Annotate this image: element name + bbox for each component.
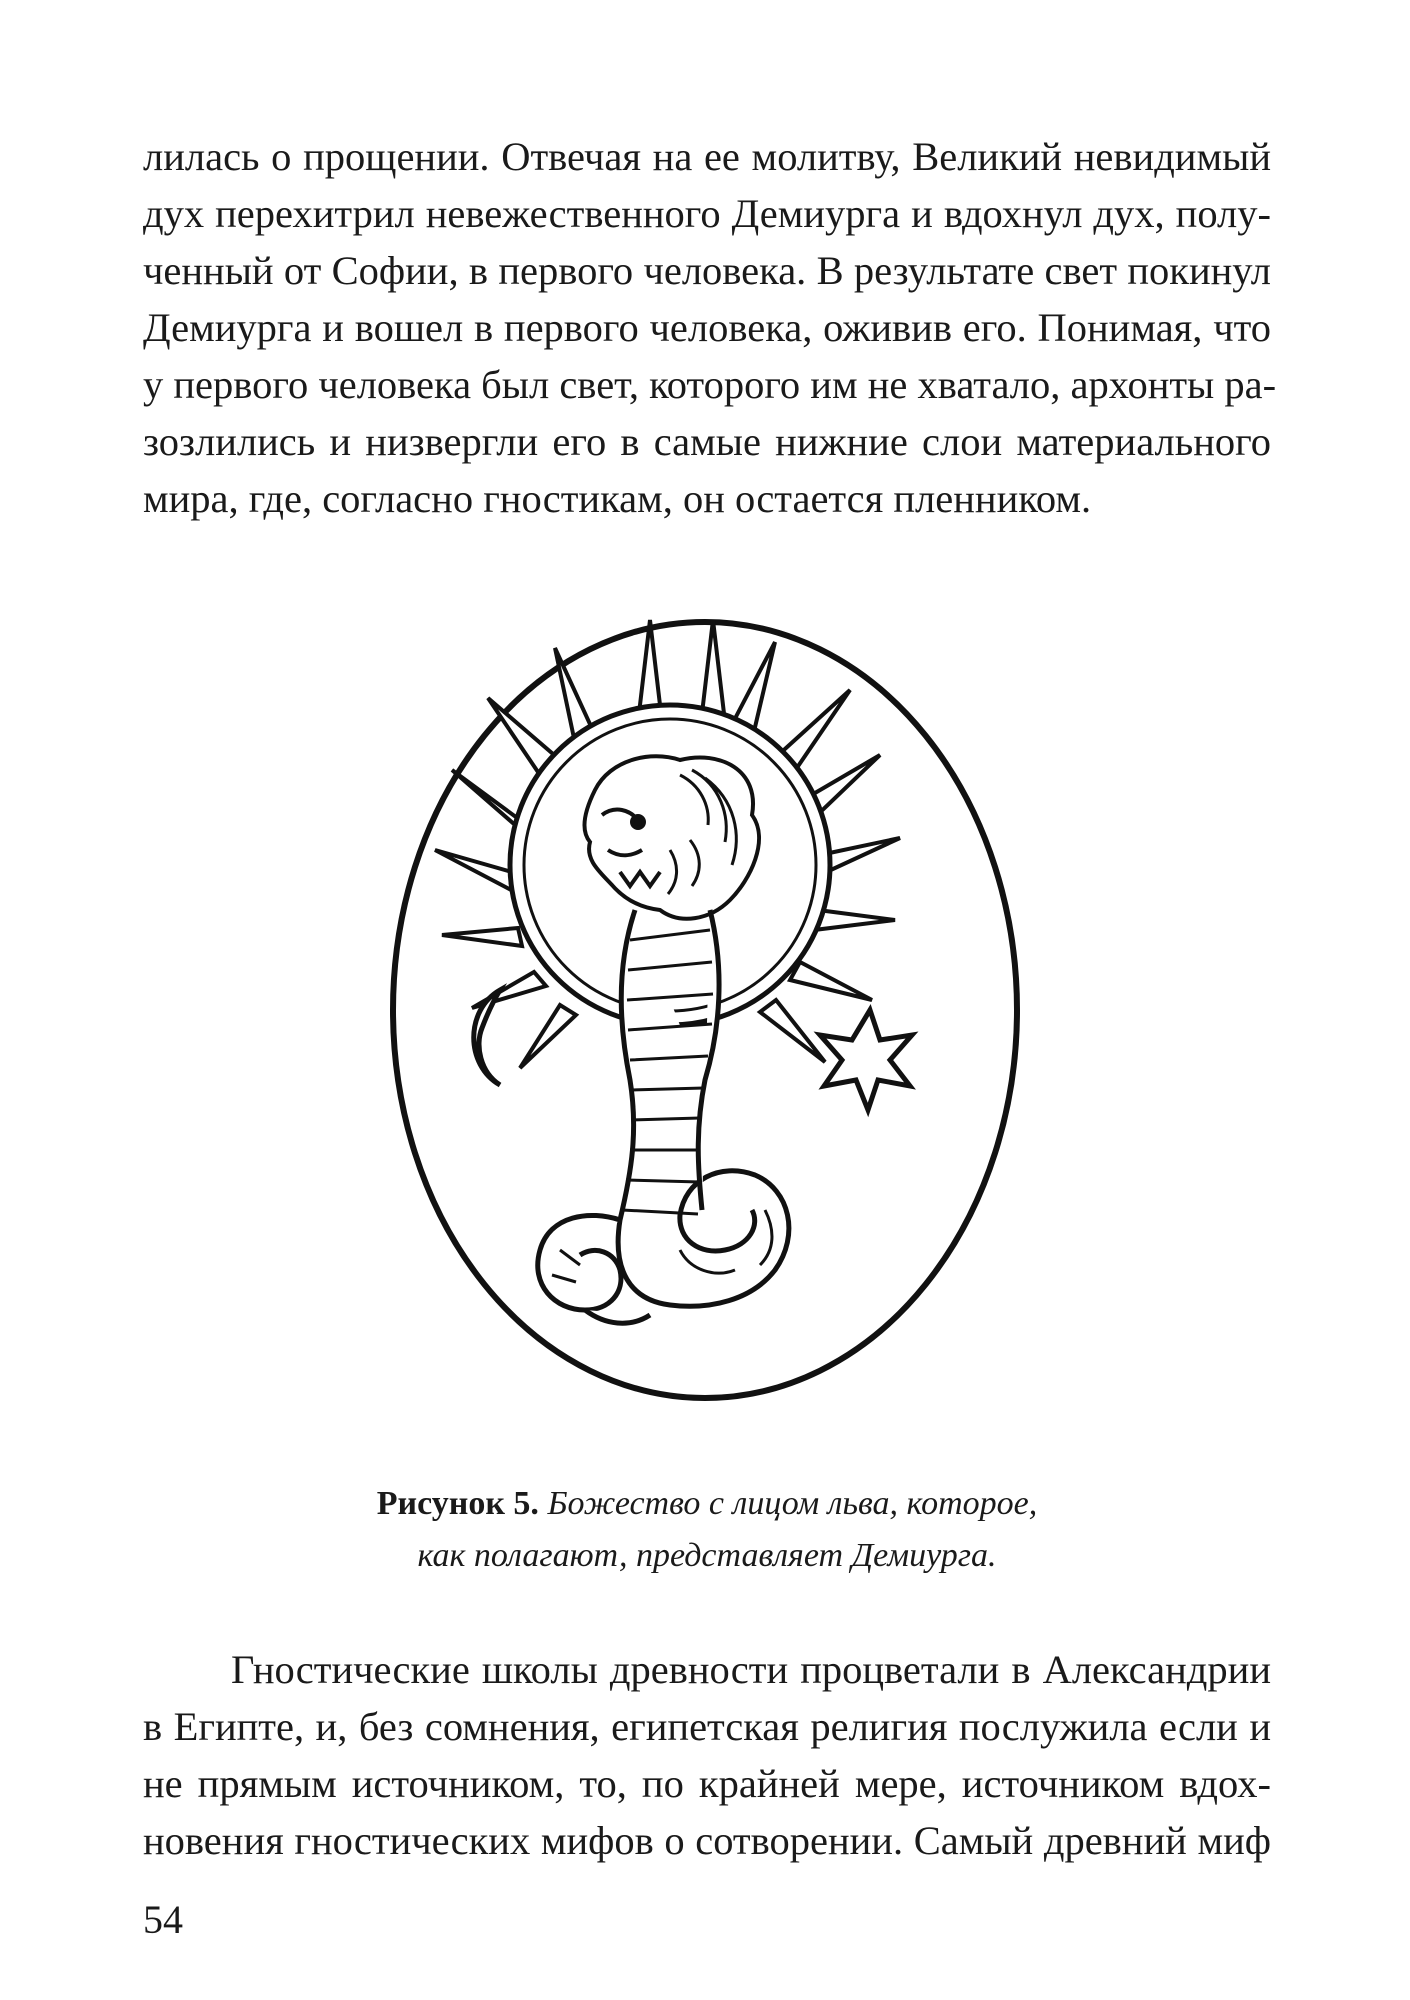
paragraph-bottom	[143, 1641, 1271, 1869]
text-line: мира, где, согласно гностикам, он остается пленником.	[143, 476, 1092, 521]
paragraph-top	[143, 128, 1277, 527]
text-line: не прямым источником, то, по крайней мере, источником вдох-	[143, 1761, 1271, 1806]
text-line: ченный от Софии, в первого человека. В результате свет покинул	[143, 248, 1271, 293]
figure-caption	[143, 1478, 1271, 1582]
text-line: новения гностических мифов о сотворении. Самый древний миф	[143, 1818, 1271, 1863]
text-line: лилась о прощении. Отвечая на ее молитву, Великий невидимый	[143, 134, 1271, 179]
caption-line-1	[143, 1478, 1271, 1530]
lion-headed-serpent-icon	[380, 610, 1030, 1410]
caption-text: Божество с лицом льва, которое,	[547, 1485, 1038, 1522]
caption-line-2: как полагают, представляет Демиурга.	[417, 1537, 997, 1574]
text-line: Гностические школы древности процветали в Александрии	[231, 1647, 1271, 1692]
figure-illustration	[380, 610, 1030, 1410]
text-line: в Египте, и, без сомнения, египетская религия послужила если и	[143, 1704, 1271, 1749]
text-line: у первого человека был свет, которого им не хватало, архонты ра-	[143, 362, 1277, 407]
text-line: Демиурга и вошел в первого человека, оживив его. Понимая, что	[143, 305, 1271, 350]
text-line: зозлились и низвергли его в самые нижние слои материального	[143, 419, 1271, 464]
page-number: 54	[143, 1897, 183, 1942]
figure-label: Рисунок 5.	[376, 1485, 539, 1522]
text-line: дух перехитрил невежественного Демиурга и вдохнул дух, полу-	[143, 191, 1271, 236]
